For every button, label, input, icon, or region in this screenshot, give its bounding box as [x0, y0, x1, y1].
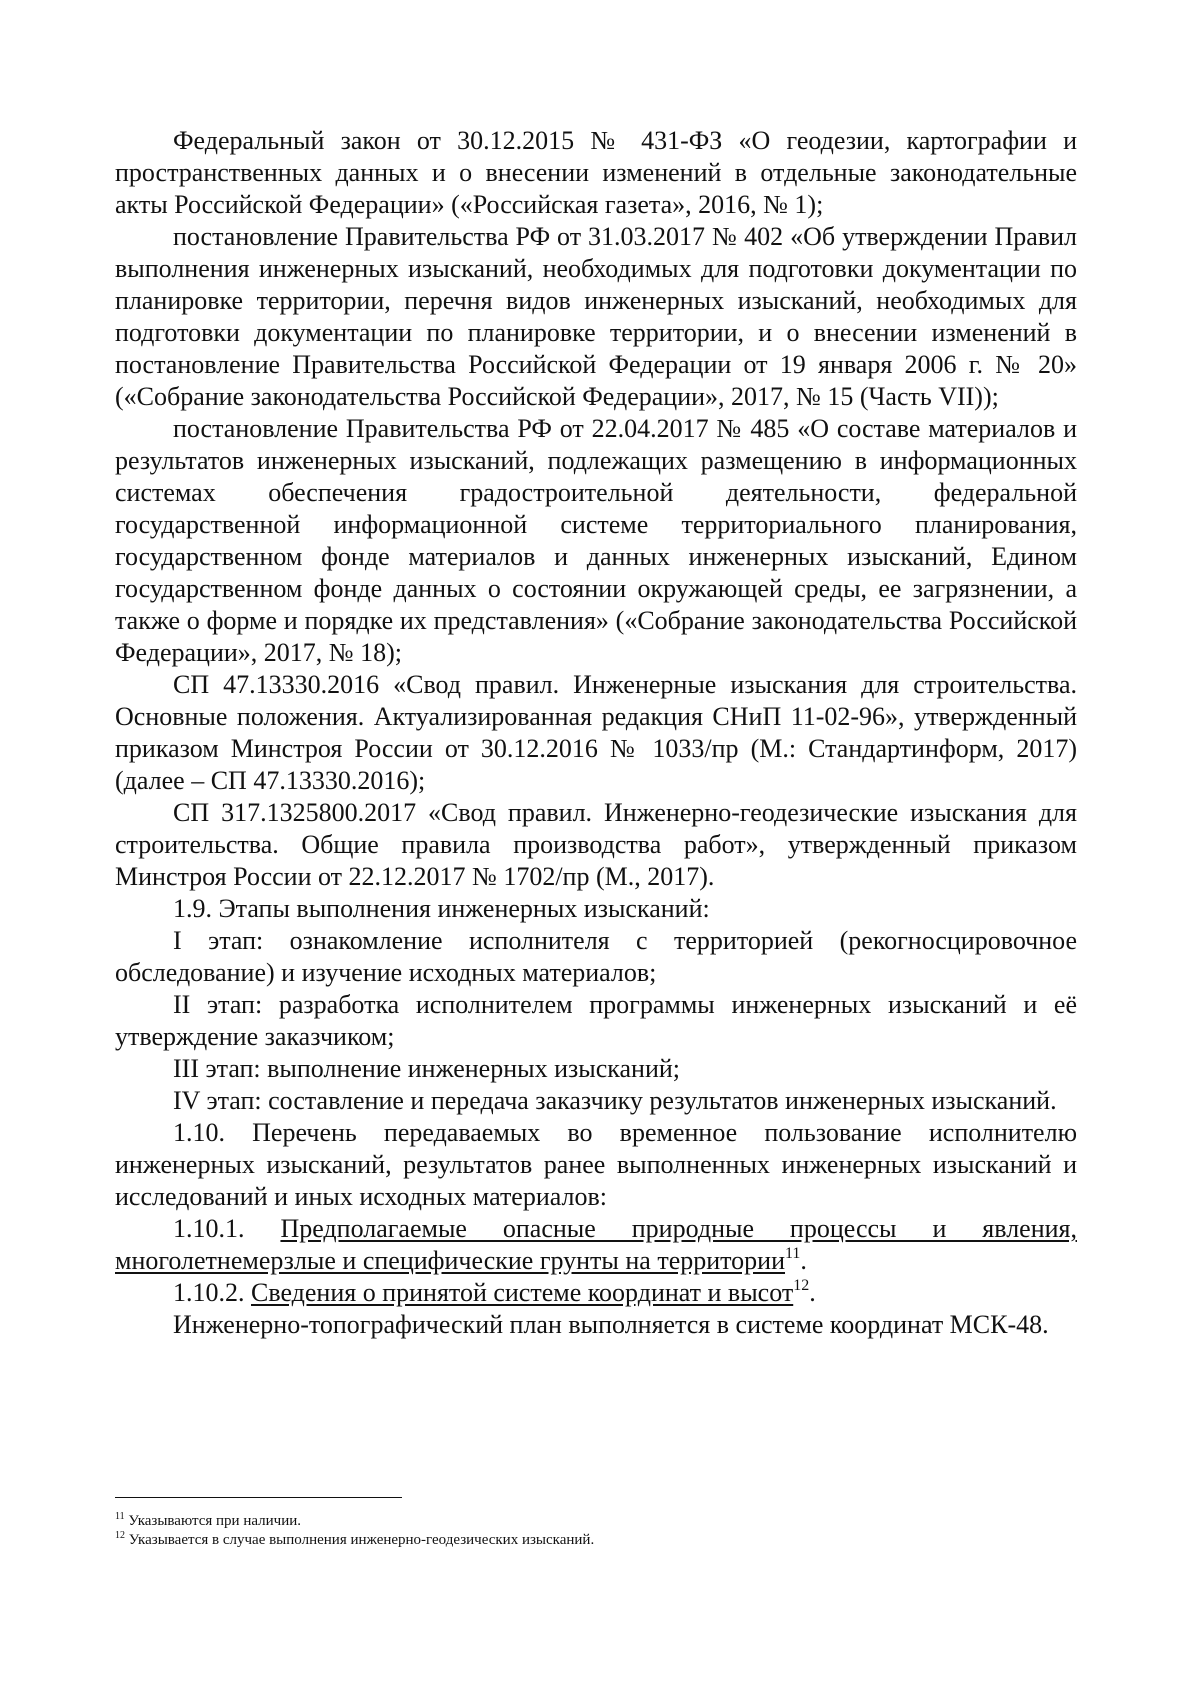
stage-1: I этап: ознакомление исполнителя с территорией (рекогносцировочное обследование) и изучение исходных материалов;	[115, 926, 1077, 987]
item-1-10-1-end: .	[800, 1246, 807, 1275]
stage-4: IV этап: составление и передача заказчику результатов инженерных изысканий.	[173, 1086, 1057, 1115]
item-1-10-1-text: Предполагаемые опасные природные процессы и явления, многолетнемерзлые и специфические грунты на территории	[115, 1214, 1077, 1275]
footnote-11-text: Указываются при наличии.	[124, 1513, 301, 1529]
section-1-10: 1.10. Перечень передаваемых во временное пользование исполнителю инженерных изысканий, результатов ранее выполненных инженерных изысканий и исследований и иных исходных материалов:	[115, 1118, 1077, 1211]
item-1-10-2-number: 1.10.2.	[173, 1278, 251, 1307]
paragraph-resolution-485: постановление Правительства РФ от 22.04.2017 № 485 «О составе материалов и результатов инженерных изысканий, подлежащих размещению в информационных системах обеспечения градостроительной деятельности, федеральной государственной информационной системе территориального планирования, государственном фонде материалов и данных инженерных изысканий, Едином государственном фонде данных о состоянии окружающей среды, ее загрязнении, а также о форме и порядке их представления» («Собрание законодательства Российской Федерации», 2017, № 18);	[115, 414, 1077, 667]
section-1-9-heading: 1.9. Этапы выполнения инженерных изысканий:	[173, 894, 710, 923]
item-1-10-2-text: Сведения о принятой системе координат и высот	[251, 1278, 794, 1307]
footnote-ref-12: 12	[793, 1277, 810, 1294]
document-body	[115, 125, 1077, 1341]
stage-2: II этап: разработка исполнителем программы инженерных изысканий и её утверждение заказчиком;	[115, 990, 1077, 1051]
footnote-ref-11: 11	[785, 1245, 801, 1262]
paragraph-sp-317: СП 317.1325800.2017 «Свод правил. Инженерно-геодезические изыскания для строительства. Общие правила производства работ», утвержденный приказом Минстроя России от 22.12.2017 № 1702/пр (М., 2017).	[115, 798, 1077, 891]
stage-3: III этап: выполнение инженерных изысканий;	[173, 1054, 681, 1083]
item-1-10-1-number: 1.10.1.	[173, 1214, 281, 1243]
item-1-10-1	[115, 1213, 1077, 1277]
paragraph-sp-47: СП 47.13330.2016 «Свод правил. Инженерные изыскания для строительства. Основные положения. Актуализированная редакция СНиП 11-02-96», утвержденный приказом Минстроя России от 30.12.2016 № 1033/пр (М.: Стандартинформ, 2017) (далее – СП 47.13330.2016);	[115, 670, 1077, 795]
item-1-10-2	[115, 1277, 1077, 1309]
paragraph-resolution-402: постановление Правительства РФ от 31.03.2017 № 402 «Об утверждении Правил выполнения инженерных изысканий, необходимых для подготовки документации по планировке территории, перечня видов инженерных изысканий, необходимых для подготовки документации по планировке территории, и о внесении изменений в постановление Правительства Российской Федерации от 19 января 2006 г. № 20» («Собрание законодательства Российской Федерации», 2017, № 15 (Часть VII));	[115, 222, 1077, 411]
footnote-12-text: Указывается в случае выполнения инженерно-геодезических изысканий.	[125, 1532, 595, 1548]
footnote-11-number: 11	[115, 1511, 125, 1522]
footnote-separator	[115, 1497, 402, 1498]
paragraph-federal-law: Федеральный закон от 30.12.2015 № 431-ФЗ «О геодезии, картографии и пространственных данных и о внесении изменений в отдельные законодательные акты Российской Федерации» («Российская газета», 2016, № 1);	[115, 126, 1077, 219]
footnotes	[115, 1512, 1077, 1550]
footnote-12-number: 12	[115, 1530, 125, 1541]
footnote-12	[115, 1531, 1077, 1550]
coordinate-system-paragraph: Инженерно-топографический план выполняется в системе координат МСК-48.	[173, 1310, 1049, 1339]
footnote-11	[115, 1512, 1077, 1531]
item-1-10-2-end: .	[809, 1278, 816, 1307]
